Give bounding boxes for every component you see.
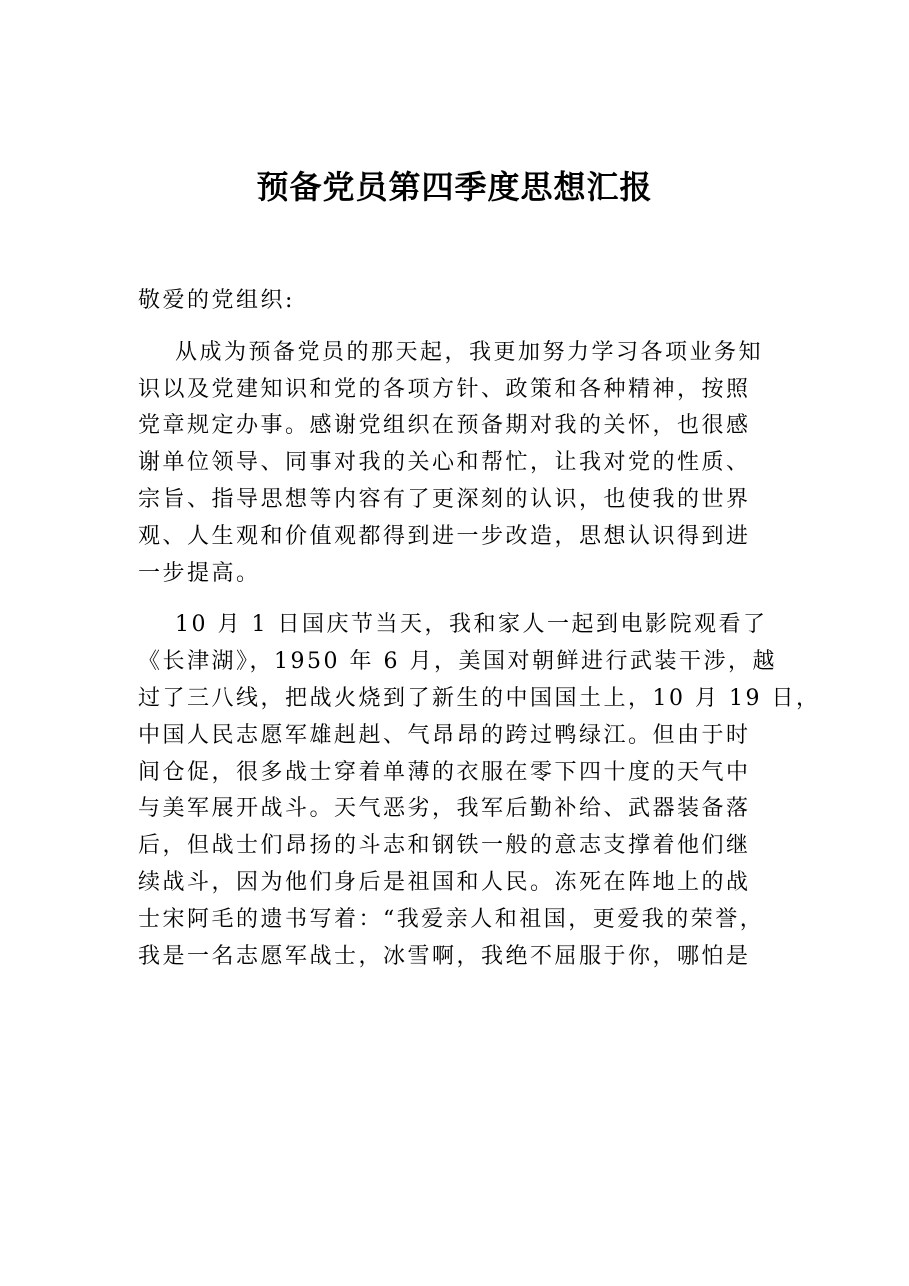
paragraph-line: 观、人生观和价值观都得到进一步改造，思想认识得到进	[138, 523, 751, 549]
salutation: 敬爱的党组织:	[138, 288, 295, 313]
document-title: 预备党员第四季度思想汇报	[256, 168, 653, 207]
paragraph-line: 我是一名志愿军战士，冰雪啊，我绝不屈服于你，哪怕是	[138, 943, 751, 969]
paragraph-line: 10 月 1 日国庆节当天，我和家人一起到电影院观看了	[175, 612, 768, 638]
paragraph-line: 续战斗，因为他们身后是祖国和人民。冻死在阵地上的战	[138, 869, 751, 895]
paragraph-line: 党章规定办事。感谢党组织在预备期对我的关怀，也很感	[138, 413, 751, 439]
paragraph-line: 从成为预备党员的那天起，我更加努力学习各项业务知	[175, 339, 764, 365]
paragraph-line: 宗旨、指导思想等内容有了更深刻的认识，也使我的世界	[138, 486, 751, 512]
paragraph-line: 谢单位领导、同事对我的关心和帮忙，让我对党的性质、	[138, 450, 751, 476]
paragraph-line: 《长津湖》，1950 年 6 月，美国对朝鲜进行武装干涉，越	[138, 649, 777, 675]
paragraph-line: 与美军展开战斗。天气恶劣，我军后勤补给、武器装备落	[138, 796, 751, 822]
paragraph-line: 过了三八线，把战火烧到了新生的中国国土上，10 月 19 日，	[138, 685, 821, 711]
paragraph-line: 中国人民志愿军雄赳赳、气昂昂的跨过鸭绿江。但由于时	[138, 722, 751, 748]
paragraph-line: 一步提高。	[138, 560, 261, 586]
paragraph-1	[138, 335, 778, 593]
document-body	[138, 283, 821, 990]
paragraph-line: 间仓促，很多战士穿着单薄的衣服在零下四十度的天气中	[138, 759, 751, 785]
paragraph-line: 后，但战士们昂扬的斗志和钢铁一般的意志支撑着他们继	[138, 833, 751, 859]
paragraph-2	[138, 607, 821, 975]
paragraph-line: 士宋阿毛的遗书写着：“我爱亲人和祖国，更爱我的荣誉，	[138, 906, 765, 932]
paragraph-line: 识以及党建知识和党的各项方针、政策和各种精神，按照	[138, 376, 751, 402]
